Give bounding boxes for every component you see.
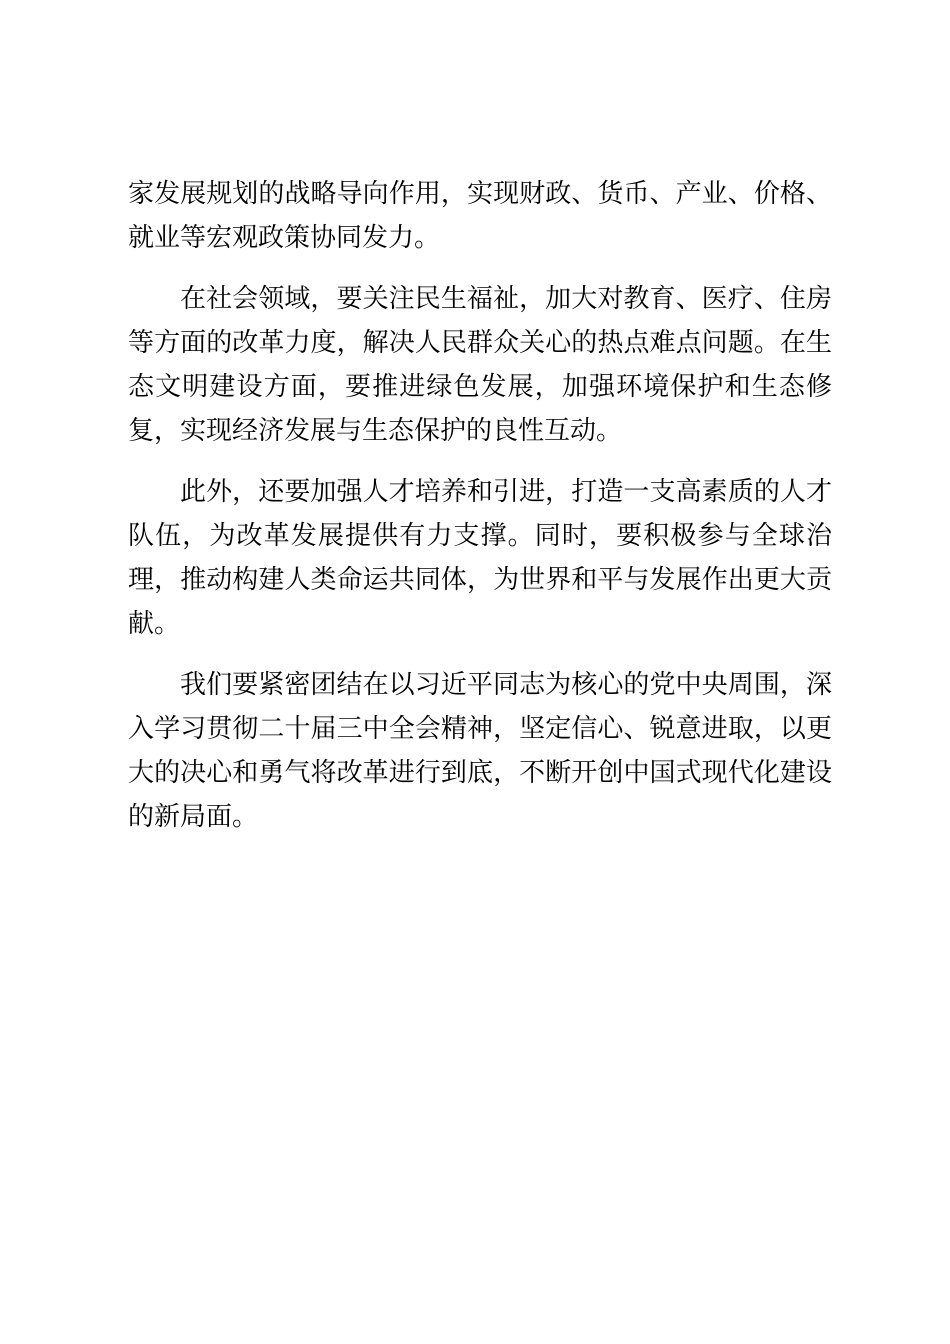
paragraph-continuation: 家发展规划的战略导向作用，实现财政、货币、产业、价格、就业等宏观政策协同发力。 <box>128 179 832 253</box>
document-body <box>128 172 832 856</box>
paragraph-conclusion: 我们要紧密团结在以习近平同志为核心的党中央周围，深入学习贯彻二十届三中全会精神，坚定信心、锐意进取，以更大的决心和勇气将改革进行到底，不断开创中国式现代化建设的新局面。 <box>128 670 832 832</box>
paragraph-talent-global: 此外，还要加强人才培养和引进，打造一支高素质的人才队伍，为改革发展提供有力支撑。同时，要积极参与全球治理，推动构建人类命运共同体，为世界和平与发展作出更大贡献。 <box>128 477 832 639</box>
paragraph-social-ecology: 在社会领域，要关注民生福祉，加大对教育、医疗、住房等方面的改革力度，解决人民群众关心的热点难点问题。在生态文明建设方面，要推进绿色发展，加强环境保护和生态修复，实现经济发展与生态保护的良性互动。 <box>128 284 832 446</box>
